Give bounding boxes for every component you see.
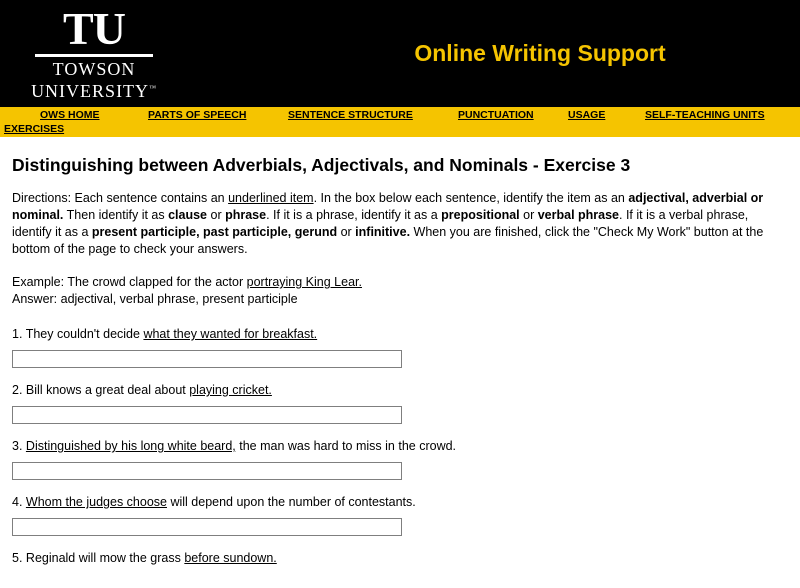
directions-run: . If it is a phrase, identify it as a xyxy=(266,208,442,222)
example-label: Example: The crowd clapped for the actor xyxy=(12,275,247,289)
directions-run: infinitive. xyxy=(355,225,411,239)
question-underlined-item: before sundown. xyxy=(184,551,277,565)
directions-run: Then identify it as xyxy=(63,208,169,222)
towson-university-logo xyxy=(30,0,158,107)
nav-item-exercises[interactable]: EXERCISES xyxy=(4,123,65,135)
nav-item-usage[interactable]: USAGE xyxy=(568,109,606,121)
directions-run: . If it is a verbal phrase, identify it as a xyxy=(12,208,749,239)
directions-run: . In the box below each sentence, identify the item as an xyxy=(313,191,629,205)
example-sentence xyxy=(12,274,788,291)
logo-divider-rule xyxy=(35,54,153,57)
secondary-navigation[interactable] xyxy=(0,123,800,137)
logo-line-university: UNIVERSITY xyxy=(31,81,150,101)
nav-item-sentence-structure[interactable]: SENTENCE STRUCTURE xyxy=(288,109,413,121)
question-sentence xyxy=(12,494,788,511)
question-text-pre: Bill knows a great deal about xyxy=(25,383,190,397)
example-answer: Answer: adjectival, verbal phrase, present participle xyxy=(12,292,298,306)
logo-trademark-mark: ™ xyxy=(149,84,157,92)
page-title: Distinguishing between Adverbials, Adjectivals, and Nominals - Exercise 3 xyxy=(12,155,631,175)
directions-run: verbal phrase xyxy=(537,208,620,222)
question-text-post: will depend upon the number of contestants. xyxy=(166,495,416,509)
directions-run: phrase xyxy=(225,208,267,222)
question-underlined-item: Distinguished by his long white beard, xyxy=(25,439,236,453)
nav-item-punctuation[interactable]: PUNCTUATION xyxy=(458,109,534,121)
question-number: 2. xyxy=(12,383,23,397)
directions-run: or xyxy=(207,208,226,222)
question-underlined-item: what they wanted for breakfast. xyxy=(143,327,318,341)
directions-run: prepositional xyxy=(441,208,520,222)
question-number: 4. xyxy=(12,495,23,509)
question-text-pre: Reginald will mow the grass xyxy=(25,551,185,565)
main-content xyxy=(0,137,800,567)
directions-run: adjectival, adverbial or nominal. xyxy=(12,191,764,222)
question-number: 3. xyxy=(12,439,23,453)
nav-item-parts-of-speech[interactable]: PARTS OF SPEECH xyxy=(148,109,247,121)
question-sentence xyxy=(12,550,788,567)
example-block xyxy=(12,274,788,308)
directions-run: When you are finished, click the "Check My Work" button at the bottom of the page to check your answers. xyxy=(12,225,764,256)
question-number: 5. xyxy=(12,551,23,565)
answer-input[interactable] xyxy=(12,518,402,536)
question-text-post: the man was hard to miss in the crowd. xyxy=(235,439,457,453)
question-sentence xyxy=(12,382,788,399)
nav-item-ows-home[interactable]: OWS HOME xyxy=(40,109,100,121)
site-banner xyxy=(0,0,800,107)
example-underlined-item: portraying King Lear. xyxy=(246,275,362,289)
directions-run: or xyxy=(337,225,356,239)
logo-line-towson: TOWSON xyxy=(52,59,136,79)
exercise-list xyxy=(12,326,788,567)
question-text-pre: They couldn't decide xyxy=(25,327,144,341)
primary-navigation[interactable] xyxy=(0,107,800,123)
nav-item-self-teaching-units[interactable]: SELF-TEACHING UNITS xyxy=(645,109,765,121)
answer-input[interactable] xyxy=(12,462,402,480)
directions-run: clause xyxy=(168,208,208,222)
banner-title: Online Writing Support xyxy=(414,40,666,66)
question-sentence xyxy=(12,438,788,455)
question-number: 1. xyxy=(12,327,23,341)
logo-university-name xyxy=(30,60,158,101)
directions-run: Directions: Each sentence contains an xyxy=(12,191,229,205)
answer-input[interactable] xyxy=(12,350,402,368)
answer-input[interactable] xyxy=(12,406,402,424)
directions-run: underlined item xyxy=(228,191,314,205)
question-sentence xyxy=(12,326,788,343)
directions-paragraph xyxy=(12,190,788,258)
directions-run: present participle, past participle, gerund xyxy=(91,225,338,239)
question-underlined-item: playing cricket. xyxy=(189,383,272,397)
logo-tu-monogram: TU xyxy=(63,3,125,54)
question-underlined-item: Whom the judges choose xyxy=(25,495,167,509)
directions-run: or xyxy=(519,208,538,222)
